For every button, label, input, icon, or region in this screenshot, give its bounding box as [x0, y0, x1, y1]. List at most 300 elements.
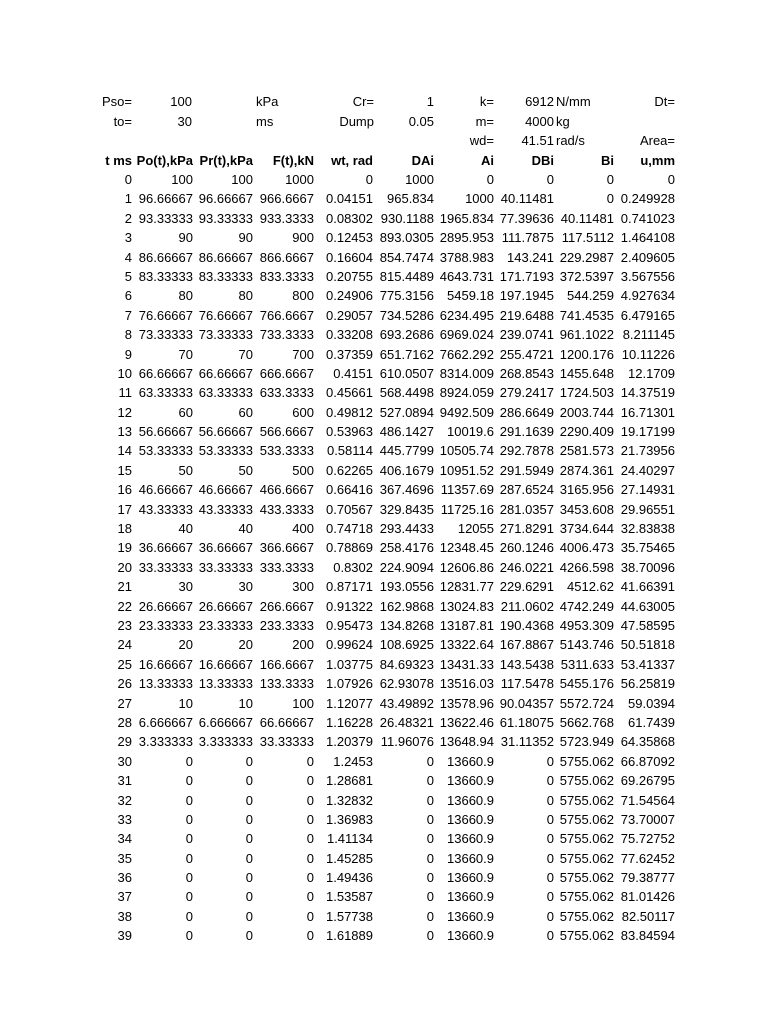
table-row	[0, 461, 768, 480]
table-cell: 28	[117, 714, 132, 730]
table-cell: 600	[292, 404, 314, 420]
table-cell: 16.71301	[620, 404, 675, 420]
table-cell: 24.40297	[620, 462, 675, 478]
table-cell: 0	[185, 870, 193, 886]
table-cell: 5455.176	[559, 676, 614, 692]
table-row	[0, 655, 768, 674]
table-cell: 61.18075	[499, 714, 554, 730]
table-cell: 329.8435	[379, 501, 434, 517]
table-cell: 965.834	[387, 191, 434, 207]
table-cell: 229.6291	[499, 579, 554, 595]
table-cell: 1.32832	[326, 792, 373, 808]
table-cell: 86.66667	[138, 249, 193, 265]
table-cell: 96.66667	[198, 191, 253, 207]
table-cell: 4266.598	[559, 559, 614, 575]
table-cell: 0	[546, 850, 554, 866]
table-cell: 2581.573	[559, 443, 614, 459]
pso-value: 100	[170, 94, 192, 109]
table-cell: 73.70007	[620, 811, 675, 827]
table-cell: 527.0894	[379, 404, 434, 420]
table-cell: 0.33208	[326, 327, 373, 343]
table-cell: 171.7193	[499, 268, 554, 284]
table-cell: 5311.633	[560, 656, 614, 672]
table-cell: 372.5397	[559, 268, 614, 284]
table-cell: 0	[185, 928, 193, 944]
table-cell: 8314.009	[439, 365, 494, 381]
table-cell: 5755.062	[559, 889, 614, 905]
table-cell: 29.96551	[620, 501, 675, 517]
table-cell: 0	[185, 831, 193, 847]
table-cell: 3.333333	[138, 734, 193, 750]
dump-value: 0.05	[408, 113, 434, 129]
table-cell: 22	[117, 598, 132, 614]
table-cell: 5143.746	[559, 637, 614, 653]
dump-label: Dump	[339, 113, 374, 129]
table-cell: 0	[546, 870, 554, 886]
to-value: 30	[177, 113, 192, 129]
table-cell: 90	[238, 230, 253, 246]
table-cell: 0	[185, 773, 193, 789]
table-cell: 167.8867	[499, 637, 554, 653]
table-row	[0, 383, 768, 402]
table-row	[0, 441, 768, 460]
table-cell: 13660.9	[447, 850, 494, 866]
table-cell: 62.93078	[379, 676, 434, 692]
table-cell: 5755.062	[559, 792, 614, 808]
table-cell: 5755.062	[559, 831, 614, 847]
table-cell: 5755.062	[559, 753, 614, 769]
table-cell: 73.33333	[138, 327, 193, 343]
table-cell: 258.4176	[379, 540, 434, 556]
table-cell: 11	[118, 385, 132, 401]
table-cell: 166.6667	[259, 656, 314, 672]
table-cell: 66.66667	[198, 365, 253, 381]
table-row	[0, 577, 768, 596]
table-cell: 1.28681	[326, 773, 373, 789]
table-cell: 64.35868	[620, 734, 675, 750]
table-cell: 117.5478	[500, 676, 554, 692]
table-cell: 433.3333	[259, 501, 314, 517]
table-cell: 0	[546, 753, 554, 769]
table-cell: 0.62265	[326, 462, 373, 478]
table-cell: 0	[426, 831, 434, 847]
column-header: DAi	[411, 152, 434, 168]
table-cell: 2	[124, 210, 132, 226]
table-cell: 610.0507	[379, 365, 434, 381]
table-cell: 33.33333	[138, 559, 193, 575]
table-cell: 4953.309	[559, 617, 614, 633]
table-cell: 255.4721	[499, 346, 554, 362]
table-cell: 406.1679	[379, 462, 434, 478]
table-cell: 2895.953	[439, 230, 494, 246]
column-header: Ai	[481, 152, 494, 168]
column-header: Bi	[601, 152, 614, 168]
table-cell: 37	[117, 889, 132, 905]
table-cell: 260.1246	[499, 540, 554, 556]
wd-value: 41.51	[521, 133, 554, 148]
area-label: Area=	[639, 133, 675, 148]
table-cell: 10951.52	[439, 462, 494, 478]
table-cell: 12.1709	[628, 365, 675, 381]
table-cell: 18	[117, 521, 132, 537]
table-cell: 1	[124, 191, 132, 207]
table-cell: 133.3333	[259, 676, 314, 692]
table-row	[0, 403, 768, 422]
table-cell: 0	[306, 811, 314, 827]
table-cell: 4	[124, 249, 132, 265]
table-cell: 7	[124, 307, 132, 323]
table-cell: 46.66667	[198, 482, 253, 498]
table-cell: 0	[426, 928, 434, 944]
table-cell: 32	[117, 792, 132, 808]
table-cell: 0	[245, 870, 253, 886]
table-cell: 1.49436	[326, 870, 373, 886]
table-cell: 46.66667	[138, 482, 193, 498]
table-cell: 0.53963	[326, 424, 373, 440]
table-cell: 0	[546, 889, 554, 905]
table-cell: 0	[546, 172, 554, 187]
table-cell: 31	[117, 773, 132, 789]
table-cell: 15	[117, 462, 132, 478]
table-cell: 12831.77	[439, 579, 494, 595]
table-cell: 693.2686	[379, 327, 434, 343]
table-cell: 666.6667	[259, 365, 314, 381]
table-cell: 544.259	[567, 288, 614, 304]
table-cell: 1.12077	[326, 695, 373, 711]
table-cell: 0	[306, 928, 314, 944]
table-cell: 0	[245, 928, 253, 944]
table-cell: 10019.6	[447, 424, 494, 440]
wd-label: wd=	[469, 133, 494, 148]
table-cell: 16.66667	[138, 656, 193, 672]
table-cell: 0.45661	[326, 385, 373, 401]
table-cell: 53.33333	[198, 443, 253, 459]
table-cell: 56.66667	[198, 424, 253, 440]
table-cell: 2874.361	[559, 462, 614, 478]
table-cell: 229.2987	[559, 249, 614, 265]
table-cell: 0	[426, 889, 434, 905]
table-row	[0, 248, 768, 267]
table-cell: 0	[546, 773, 554, 789]
table-cell: 3	[124, 230, 132, 246]
table-cell: 43.33333	[138, 501, 193, 517]
table-cell: 30	[117, 753, 132, 769]
table-cell: 1.53587	[326, 889, 373, 905]
table-cell: 2.409605	[620, 249, 675, 265]
column-header: t ms	[105, 152, 132, 168]
table-cell: 568.4498	[379, 385, 434, 401]
column-header: u,mm	[640, 152, 675, 168]
table-cell: 1965.834	[439, 210, 494, 226]
table-cell: 286.6649	[499, 404, 554, 420]
table-cell: 961.1022	[559, 327, 614, 343]
table-row	[0, 694, 768, 713]
table-cell: 815.4489	[379, 268, 434, 284]
table-cell: 0.4151	[333, 365, 373, 381]
column-header: F(t),kN	[272, 152, 314, 168]
table-cell: 162.9868	[379, 598, 434, 614]
table-cell: 0	[245, 889, 253, 905]
table-cell: 6234.495	[439, 307, 494, 323]
table-cell: 0	[306, 773, 314, 789]
table-cell: 26.66667	[138, 598, 193, 614]
table-cell: 21.73956	[620, 443, 675, 459]
table-cell: 13187.81	[439, 617, 494, 633]
table-cell: 5662.768	[559, 714, 614, 730]
table-cell: 366.6667	[259, 540, 314, 556]
table-cell: 211.0602	[500, 598, 554, 614]
table-cell: 50	[238, 462, 253, 478]
table-cell: 0	[365, 172, 373, 187]
table-cell: 0.66416	[326, 482, 373, 498]
table-cell: 1455.648	[559, 365, 614, 381]
table-row	[0, 810, 768, 829]
table-cell: 16.66667	[198, 656, 253, 672]
table-cell: 143.241	[507, 249, 554, 265]
table-cell: 1.07926	[326, 676, 373, 692]
table-cell: 5755.062	[559, 928, 614, 944]
table-row	[0, 907, 768, 926]
table-cell: 10.11226	[621, 346, 675, 362]
param-row-3	[0, 131, 768, 151]
table-cell: 466.6667	[259, 482, 314, 498]
table-cell: 224.9094	[379, 559, 434, 575]
table-row	[0, 189, 768, 208]
table-cell: 2003.744	[559, 404, 614, 420]
table-cell: 651.7162	[379, 346, 434, 362]
table-cell: 633.3333	[259, 385, 314, 401]
spreadsheet	[0, 92, 768, 946]
table-cell: 14.37519	[620, 385, 675, 401]
table-cell: 10	[178, 695, 193, 711]
table-cell: 66.66667	[138, 365, 193, 381]
table-cell: 33.33333	[198, 559, 253, 575]
table-cell: 9492.509	[439, 404, 494, 420]
table-cell: 56.66667	[138, 424, 193, 440]
table-cell: 239.0741	[499, 327, 554, 343]
table-cell: 300	[292, 579, 314, 595]
table-cell: 33.33333	[259, 734, 314, 750]
table-cell: 6969.024	[439, 327, 494, 343]
table-cell: 34	[117, 831, 132, 847]
table-cell: 5755.062	[559, 870, 614, 886]
table-cell: 81.01426	[620, 889, 675, 905]
table-cell: 83.84594	[620, 928, 675, 944]
table-cell: 734.5286	[379, 307, 434, 323]
table-cell: 5755.062	[559, 850, 614, 866]
table-cell: 1000	[405, 172, 434, 187]
table-cell: 367.4696	[379, 482, 434, 498]
cr-value: 1	[426, 94, 434, 109]
table-cell: 700	[292, 346, 314, 362]
table-cell: 73.33333	[198, 327, 253, 343]
table-cell: 43.33333	[198, 501, 253, 517]
table-cell: 5723.949	[559, 734, 614, 750]
pso-label: Pso=	[102, 94, 132, 109]
table-cell: 3453.608	[559, 501, 614, 517]
table-cell: 27.14931	[620, 482, 675, 498]
table-cell: 20	[117, 559, 132, 575]
table-cell: 13660.9	[447, 870, 494, 886]
table-cell: 9	[124, 346, 132, 362]
table-cell: 143.5438	[499, 656, 554, 672]
table-cell: 0	[245, 753, 253, 769]
table-row	[0, 732, 768, 751]
table-cell: 266.6667	[259, 598, 314, 614]
table-cell: 1724.503	[559, 385, 614, 401]
table-cell: 400	[292, 521, 314, 537]
table-cell: 29	[117, 734, 132, 750]
table-row	[0, 538, 768, 557]
table-cell: 16	[117, 482, 132, 498]
table-cell: 0.8302	[333, 559, 373, 575]
table-cell: 26	[117, 676, 132, 692]
to-unit: ms	[256, 113, 274, 129]
table-cell: 6.666667	[198, 714, 253, 730]
table-cell: 75.72752	[620, 831, 675, 847]
table-cell: 0	[245, 773, 253, 789]
table-cell: 13322.64	[439, 637, 494, 653]
table-cell: 13660.9	[447, 792, 494, 808]
table-cell: 33	[117, 811, 132, 827]
table-row	[0, 887, 768, 906]
table-cell: 12	[117, 404, 132, 420]
table-cell: 7662.292	[439, 346, 494, 362]
table-cell: 966.6667	[259, 191, 314, 207]
table-row	[0, 791, 768, 810]
table-cell: 1.36983	[326, 811, 373, 827]
table-cell: 0	[124, 172, 132, 187]
table-cell: 292.7878	[499, 443, 554, 459]
table-cell: 3165.956	[559, 482, 614, 498]
table-cell: 0.74718	[326, 521, 373, 537]
table-cell: 13660.9	[447, 811, 494, 827]
table-row	[0, 771, 768, 790]
table-cell: 1.03775	[326, 656, 373, 672]
table-cell: 44.63005	[620, 598, 675, 614]
table-cell: 13660.9	[447, 773, 494, 789]
table-cell: 50.51818	[620, 637, 675, 653]
table-cell: 13.33333	[138, 676, 193, 692]
table-cell: 13622.46	[439, 714, 494, 730]
table-cell: 0	[546, 811, 554, 827]
table-cell: 111.7875	[501, 230, 554, 246]
table-cell: 8924.059	[439, 385, 494, 401]
table-cell: 5755.062	[559, 773, 614, 789]
table-row	[0, 752, 768, 771]
dt-label: Dt=	[654, 94, 675, 109]
table-cell: 79.38777	[620, 870, 675, 886]
table-cell: 100	[171, 172, 193, 187]
table-cell: 12348.45	[439, 540, 494, 556]
table-cell: 6.479165	[620, 307, 675, 323]
table-cell: 5459.18	[447, 288, 494, 304]
cr-label: Cr=	[352, 94, 374, 109]
table-cell: 0	[486, 172, 494, 187]
table-cell: 0.78869	[326, 540, 373, 556]
pso-unit: kPa	[256, 94, 279, 109]
table-cell: 0	[245, 908, 253, 924]
m-value: 4000	[525, 113, 554, 129]
table-cell: 741.4535	[559, 307, 614, 323]
table-cell: 13660.9	[447, 753, 494, 769]
table-cell: 0	[426, 792, 434, 808]
table-cell: 31.11352	[500, 734, 554, 750]
table-cell: 80	[178, 288, 193, 304]
table-cell: 13024.83	[439, 598, 494, 614]
table-cell: 833.3333	[259, 268, 314, 284]
table-cell: 70	[238, 346, 253, 362]
table-cell: 0	[306, 753, 314, 769]
table-cell: 30	[178, 579, 193, 595]
table-cell: 486.1427	[379, 424, 434, 440]
table-cell: 0	[245, 831, 253, 847]
table-row	[0, 480, 768, 499]
table-cell: 0	[306, 831, 314, 847]
table-cell: 190.4368	[499, 617, 554, 633]
table-cell: 0.24906	[326, 288, 373, 304]
table-cell: 3734.644	[559, 521, 614, 537]
table-cell: 2290.409	[559, 424, 614, 440]
table-cell: 0	[245, 811, 253, 827]
table-cell: 0	[426, 870, 434, 886]
table-cell: 30	[238, 579, 253, 595]
table-cell: 53.33333	[138, 443, 193, 459]
table-cell: 0	[426, 753, 434, 769]
table-cell: 893.0305	[379, 230, 434, 246]
column-header: Pr(t),kPa	[199, 152, 253, 168]
table-cell: 1.61889	[326, 928, 373, 944]
table-row	[0, 597, 768, 616]
table-cell: 40.11481	[500, 191, 554, 207]
table-cell: 0.29057	[326, 307, 373, 323]
table-cell: 0	[546, 792, 554, 808]
table-cell: 14	[117, 443, 132, 459]
table-cell: 93.33333	[198, 210, 253, 226]
table-cell: 13660.9	[447, 889, 494, 905]
table-cell: 5	[124, 268, 132, 284]
table-cell: 70	[178, 346, 193, 362]
table-cell: 90.04357	[499, 695, 554, 711]
table-cell: 93.33333	[138, 210, 193, 226]
table-cell: 333.3333	[259, 559, 314, 575]
table-cell: 0	[546, 928, 554, 944]
table-cell: 3.333333	[198, 734, 253, 750]
table-cell: 0.741023	[620, 210, 675, 226]
table-cell: 36.66667	[138, 540, 193, 556]
table-cell: 219.6488	[499, 307, 554, 323]
table-cell: 35	[117, 850, 132, 866]
table-cell: 279.2417	[499, 385, 554, 401]
table-cell: 4.927634	[620, 288, 675, 304]
table-cell: 25	[117, 656, 132, 672]
table-cell: 287.6524	[499, 482, 554, 498]
table-cell: 60	[178, 404, 193, 420]
table-row	[0, 926, 768, 945]
table-cell: 82.50117	[621, 908, 675, 924]
table-cell: 0.08302	[326, 210, 373, 226]
table-row	[0, 364, 768, 383]
table-cell: 24	[117, 637, 132, 653]
table-row	[0, 228, 768, 247]
table-cell: 6.666667	[138, 714, 193, 730]
table-cell: 0	[426, 811, 434, 827]
table-cell: 246.0221	[499, 559, 554, 575]
table-cell: 12606.86	[439, 559, 494, 575]
table-cell: 13648.94	[439, 734, 494, 750]
m-unit: kg	[556, 113, 570, 129]
table-cell: 39	[117, 928, 132, 944]
